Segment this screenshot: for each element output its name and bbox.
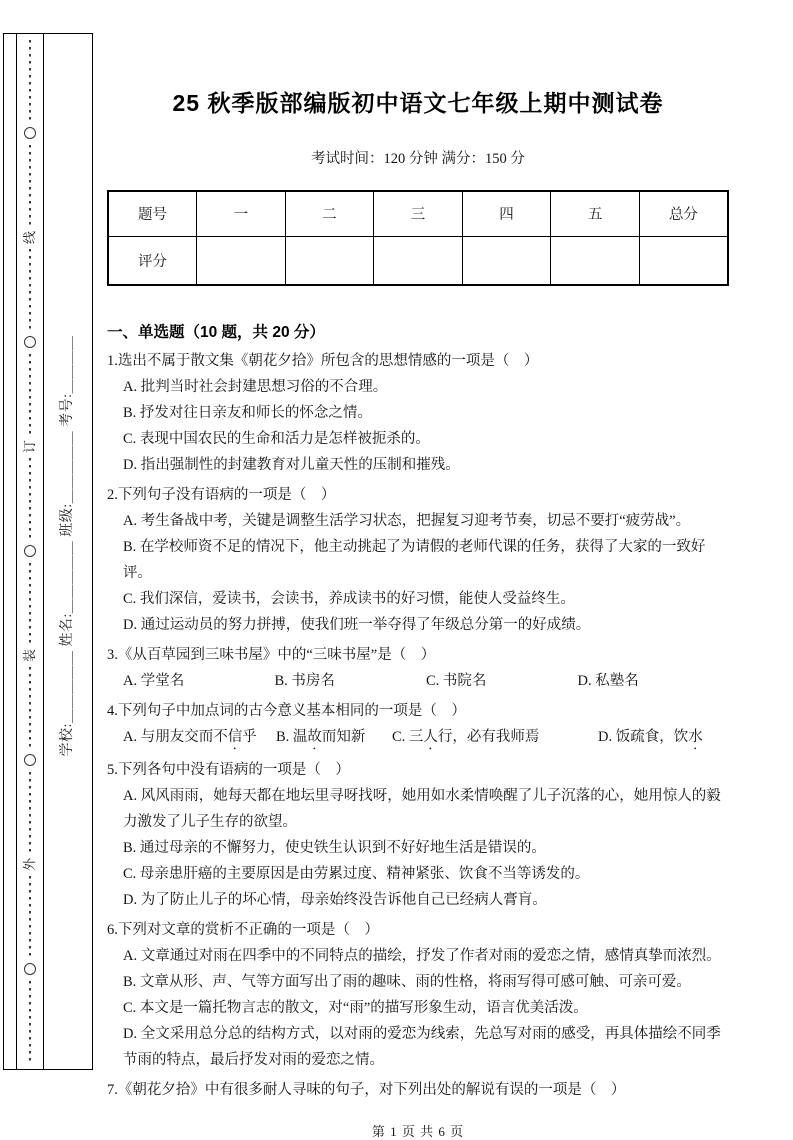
question-stem: 5.下列各句中没有语病的一项是（ ） <box>107 762 350 778</box>
option: C. 本文是一篇托物言志的散文，对“雨”的描写形象生动，语言优美活泼。 <box>123 1000 588 1016</box>
question-2 <box>107 482 729 638</box>
seal-circle-icon <box>24 545 36 557</box>
question-stem: 6.下列对文章的赏析不正确的一项是（ ） <box>107 922 379 938</box>
emphasized-char: 水 <box>688 729 703 745</box>
option-text: D. 饭疏食，饮 <box>598 729 689 745</box>
question-4 <box>107 698 729 753</box>
score-cell-empty <box>462 236 551 285</box>
emphasized-char: 故 <box>307 729 322 745</box>
seal-circle-icon <box>24 963 36 975</box>
option: D. 通过运动员的努力拼搏，使我们班一举夺得了年级总分第一的好成绩。 <box>123 617 591 633</box>
score-header-row <box>108 191 728 236</box>
option <box>276 724 392 753</box>
option: C. 表现中国农民的生命和活力是怎样被扼杀的。 <box>123 431 430 447</box>
option: D. 为了防止儿子的坏心情，母亲始终没告诉他自己已经病人膏肓。 <box>123 892 547 908</box>
emphasized-char: 人 <box>423 729 438 745</box>
emphasized-char: 信 <box>227 729 243 745</box>
question-7 <box>107 1077 729 1103</box>
question-6 <box>107 917 729 1073</box>
binding-line <box>17 36 43 1066</box>
option: A. 风风雨雨，她每天都在地坛里寻呀找呀，她用如水柔情唤醒了儿子沉落的心，她用惊人的毅力激发了儿子生存的欲望。 <box>123 788 721 830</box>
score-header-cell: 二 <box>285 191 374 236</box>
option <box>392 724 598 753</box>
seal-circle-icon <box>24 127 36 139</box>
score-table <box>107 190 729 286</box>
content-area <box>107 0 729 1140</box>
question-stem: 7.《朝花夕拾》中有很多耐人寻味的句子，对下列出处的解说有误的一项是（ ） <box>107 1082 626 1098</box>
page-title: 25 秋季版部编版初中语文七年级上期中测试卷 <box>172 90 664 116</box>
binding-char: 装 <box>22 648 38 663</box>
option: D. 全文采用总分总的结构方式，以对雨的爱恋为线索，先总写对雨的感受，再具体描绘不同季节雨的特点，最后抒发对雨的爱恋之情。 <box>123 1026 721 1068</box>
option-row <box>107 668 729 694</box>
binding-dash <box>29 981 31 1062</box>
binding-dash <box>29 354 31 435</box>
question-stem: 2.下列句子没有语病的一项是（ ） <box>107 487 336 503</box>
score-cell-empty <box>374 236 463 285</box>
option-text: 行，必有我师焉 <box>437 729 540 745</box>
binding-dash <box>29 876 31 957</box>
seal-divider <box>43 34 44 1069</box>
option-row <box>107 724 729 753</box>
option-text: 乎 <box>242 729 257 745</box>
score-cell-empty <box>639 236 728 285</box>
question-stem: 1.选出不属于散文集《朝花夕拾》所包含的思想情感的一项是（ ） <box>107 353 539 369</box>
binding-dash <box>29 772 31 853</box>
option <box>123 724 276 753</box>
option: C. 书院名 <box>426 673 487 689</box>
score-cell-empty <box>197 236 286 285</box>
option: B. 通过母亲的不懈努力，使史铁生认识到不好好地生活是错误的。 <box>123 840 546 856</box>
option-text: 而知新 <box>321 729 366 745</box>
seal-area <box>3 33 93 1070</box>
option: D. 指出强制性的封建教育对儿童天性的压制和摧残。 <box>123 457 460 473</box>
score-header-cell: 一 <box>197 191 286 236</box>
option-text: C. 三 <box>392 729 424 745</box>
binding-char: 线 <box>22 230 38 245</box>
option-text: B. 温 <box>276 729 308 745</box>
score-value-row <box>108 236 728 285</box>
seal-circle-icon <box>24 336 36 348</box>
question-stem: 3.《从百草园到三味书屋》中的“三味书屋”是（ ） <box>107 647 436 663</box>
option: B. 在学校师资不足的情况下，他主动挑起了为请假的老师代课的任务，获得了大家的一致好评。 <box>123 539 706 581</box>
option: B. 文章从形、声、气等方面写出了雨的趣味、雨的性格，将雨写得可感可触、可亲可爱。 <box>123 974 691 990</box>
binding-dash <box>29 145 31 226</box>
option: C. 我们深信，爱读书，会读书，养成读书的好习惯，能使人受益终生。 <box>123 591 575 607</box>
binding-char: 外 <box>22 857 38 872</box>
binding-dash <box>29 40 31 121</box>
option: A. 考生备战中考，关键是调整生活学习状态，把握复习迎考节奏，切忌不要打“疲劳战”。 <box>123 513 691 529</box>
binding-dash <box>29 249 31 330</box>
option: C. 母亲患肝癌的主要原因是由劳累过度、精神紧张、饮食不当等诱发的。 <box>123 866 590 882</box>
score-header-cell: 三 <box>374 191 463 236</box>
binding-dash <box>29 563 31 644</box>
option: A. 学堂名 <box>123 673 185 689</box>
score-header-cell: 题号 <box>108 191 197 236</box>
seal-circle-icon <box>24 754 36 766</box>
option: D. 私塾名 <box>577 673 639 689</box>
question-1 <box>107 348 729 478</box>
option: B. 书房名 <box>274 673 335 689</box>
option: B. 抒发对往日亲友和师长的怀念之情。 <box>123 405 372 421</box>
score-header-cell: 四 <box>462 191 551 236</box>
score-header-cell: 总分 <box>639 191 728 236</box>
option: A. 文章通过对雨在四季中的不同特点的描绘，抒发了作者对雨的爱恋之情，感情真挚而浓烈。 <box>123 948 721 964</box>
question-5 <box>107 757 729 913</box>
page-footer: 第 1 页 共 6 页 <box>371 1124 465 1139</box>
option-text: A. 与朋友交而不 <box>123 729 228 745</box>
student-info-fields: 学校:＿＿＿＿＿ 姓名:＿＿＿＿＿ 班级:＿＿＿＿＿ 考号:＿＿＿＿ <box>60 335 75 757</box>
score-header-cell: 五 <box>551 191 640 236</box>
section-heading: 一、单选题（10 题，共 20 分） <box>107 324 325 341</box>
score-row-label: 评分 <box>108 236 197 285</box>
score-cell-empty <box>551 236 640 285</box>
question-stem: 4.下列句子中加点词的古今意义基本相同的一项是（ ） <box>107 703 466 719</box>
option <box>598 724 729 753</box>
binding-dash <box>29 458 31 539</box>
question-3 <box>107 642 729 694</box>
binding-char: 订 <box>22 439 38 454</box>
exam-meta: 考试时间：120 分钟 满分：150 分 <box>311 151 525 167</box>
option: A. 批判当时社会封建思想习俗的不合理。 <box>123 379 388 395</box>
binding-dash <box>29 667 31 748</box>
score-cell-empty <box>285 236 374 285</box>
